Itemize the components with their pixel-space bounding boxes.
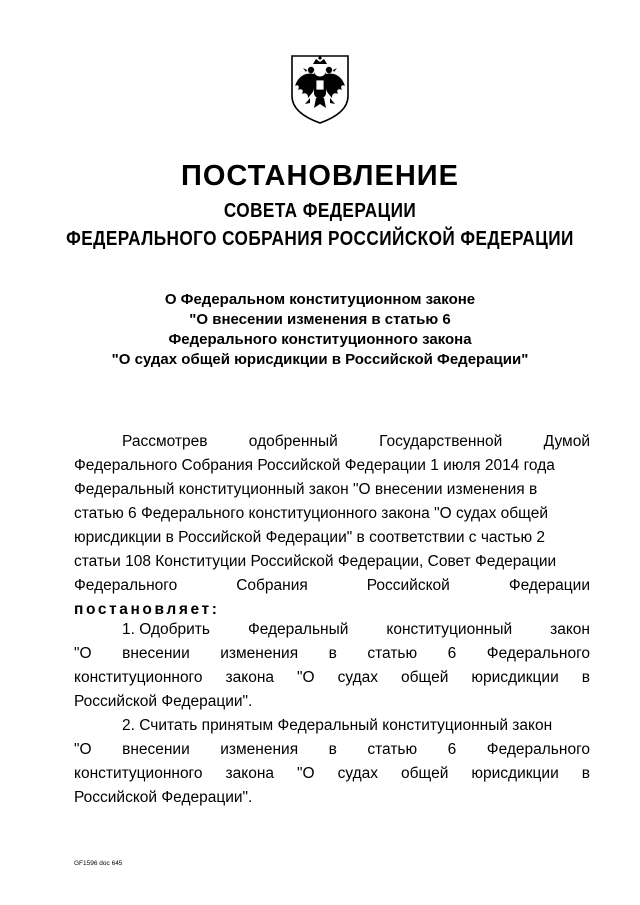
word: общей	[401, 765, 449, 782]
word: Российской	[366, 577, 450, 594]
word: в	[581, 765, 590, 782]
word: внесении	[122, 741, 190, 758]
word: Федерального	[74, 577, 178, 594]
text-line: Федерального Собрания Российской Федерации 1 июля 2014 года	[74, 457, 555, 474]
word: Федерального	[486, 645, 590, 662]
text-line: юрисдикции в Российской Федерации" в соответствии с частью 2	[74, 529, 546, 546]
word: Думой	[543, 433, 590, 450]
issuer-line-1: СОВЕТА ФЕДЕРАЦИИ	[223, 200, 417, 222]
word: изменения	[220, 741, 299, 758]
resolves-keyword: постановляет:	[74, 601, 220, 618]
issuer-line-2: ФЕДЕРАЛЬНОГО СОБРАНИЯ РОССИЙСКОЙ ФЕДЕРАЦИИ	[66, 228, 574, 250]
item-2-line: 2. Считать принятым Федеральный конституционный закон	[122, 717, 553, 734]
item-1-line	[74, 642, 590, 666]
word: юрисдикции	[471, 765, 559, 782]
word: судах	[337, 669, 378, 686]
item-2-line: Российской Федерации".	[74, 789, 253, 806]
word: изменения	[220, 645, 299, 662]
word: 6	[447, 645, 457, 662]
word: статью	[367, 645, 418, 662]
word: 1. Одобрить	[122, 621, 210, 638]
word: внесении	[122, 645, 190, 662]
word: в	[581, 669, 590, 686]
word: "О	[74, 741, 92, 758]
subject-line: "О судах общей юрисдикции в Российской Федерации"	[111, 351, 529, 368]
coat-of-arms-emblem	[286, 52, 354, 126]
word: статью	[367, 741, 418, 758]
word: "О	[74, 645, 92, 662]
text-line: Федеральный конституционный закон "О внесении изменения в	[74, 481, 538, 498]
resolution-items	[74, 618, 590, 810]
word: конституционного	[74, 765, 203, 782]
preamble-paragraph	[74, 430, 590, 622]
word: одобренный	[248, 433, 338, 450]
document-title: ПОСТАНОВЛЕНИЕ	[181, 160, 459, 192]
word: Собрания	[236, 577, 308, 594]
word: "О	[297, 669, 315, 686]
word: общей	[401, 669, 449, 686]
text-line: статьи 108 Конституции Российской Федерации, Совет Федерации	[74, 553, 557, 570]
word: в	[328, 645, 337, 662]
word: закон	[550, 621, 590, 638]
subject-line: О Федеральном конституционном законе	[164, 291, 476, 308]
subject-line: Федерального конституционного закона	[168, 331, 472, 348]
item-2-line	[74, 762, 590, 786]
word: судах	[337, 765, 378, 782]
word: конституционный	[386, 621, 513, 638]
word: в	[328, 741, 337, 758]
word: закона	[225, 765, 274, 782]
word: конституционного	[74, 669, 203, 686]
word: юрисдикции	[471, 669, 559, 686]
text-line	[74, 574, 590, 598]
text-line	[74, 430, 590, 454]
item-1-line	[74, 618, 590, 642]
text-line: статью 6 Федерального конституционного закона "О судах общей	[74, 505, 549, 522]
item-1-line: Российской Федерации".	[74, 693, 253, 710]
word: Федерального	[486, 741, 590, 758]
word: Рассмотрев	[122, 433, 208, 450]
subject-line: "О внесении изменения в статью 6	[189, 311, 451, 328]
word: Государственной	[379, 433, 503, 450]
document-code: GF1596 doc 645	[74, 860, 123, 867]
item-2-line	[74, 738, 590, 762]
resolution-subject	[0, 290, 640, 370]
word: "О	[297, 765, 315, 782]
item-1-line	[74, 666, 590, 690]
word: закона	[225, 669, 274, 686]
word: Федеральный	[247, 621, 349, 638]
word: Федерации	[508, 577, 590, 594]
word: 6	[447, 741, 457, 758]
